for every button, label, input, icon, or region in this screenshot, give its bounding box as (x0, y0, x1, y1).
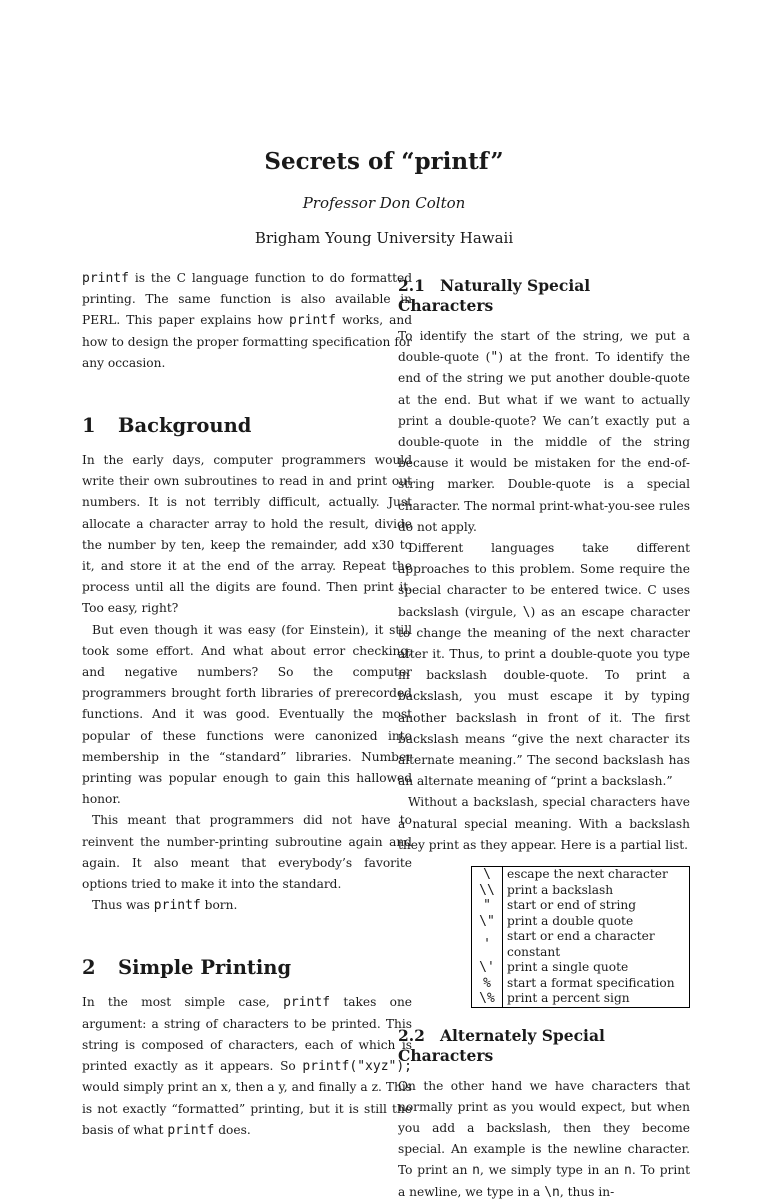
table-row (472, 883, 690, 899)
right-column (398, 268, 690, 1203)
escape-code: % (472, 976, 503, 992)
abstract: printf is the C language function to do formatted printing. The same function is also available in PERL. This paper explains how printf works, and how to design the proper formatting specification for any occasion. (82, 271, 412, 370)
table-row (472, 960, 690, 976)
subsection-heading-naturally-special: 2.1 Naturally Special Characters (398, 276, 591, 315)
escape-code: \' (472, 960, 503, 976)
code-backslash: \ (522, 604, 531, 620)
code-printf: printf (283, 995, 331, 1011)
paragraph: In the most simple case, printf takes one argument: a string of characters to be printed. This string is composed of characters, each of which is printed exactly as it appears. So printf("xyz"); would simply print an x, then a y, and finally a z. This is not exactly “formatted” printing, but it is still the basis of what printf does. (82, 995, 413, 1138)
section-heading-background: 1 Background (82, 414, 252, 438)
code-printf: printf (153, 898, 201, 914)
escape-code: \\ (472, 883, 503, 899)
code-printf: printf (167, 1122, 215, 1138)
code-double-quote: " (490, 350, 499, 366)
code-printf-call: printf("xyz"); (302, 1059, 412, 1075)
paragraph: Thus was printf born. (92, 898, 238, 914)
code-printf: printf (82, 271, 129, 286)
paragraph: To identify the start of the string, we put a double-quote (") at the front. To identify the end of the string we put another double-quote at the end. But what if we want to actually print a double-quote? We can’t exactly put a double-quote in the middle of the string because it would be mistaken for the end-of-string marker. Double-quote is a special character. The normal print-what-you-see rules do not apply. (398, 329, 690, 534)
code-printf: printf (288, 313, 336, 329)
paragraph: In the early days, computer programmers would write their own subroutines to read in and print out numbers. It is not terribly difficult, actually. Just allocate a character array to hold the result, divide the number by ten, keep the remainder, add x30 to it, and store it at the end of the array. Repeat the process until all the digits are found. Then print it. Too easy, right? (82, 453, 412, 616)
table-row (472, 976, 690, 992)
section-heading-simple-printing: 2 Simple Printing (82, 956, 292, 980)
escape-description: start or end of string (503, 898, 690, 914)
paper-title: Secrets of “printf” (264, 148, 504, 175)
code-n: n (472, 1163, 480, 1179)
paragraph: Without a backslash, special characters have a natural special meaning. With a backslash they print as they appear. Here is a partial list. (398, 795, 690, 852)
escape-code: ' (472, 929, 503, 960)
table-row (472, 914, 690, 930)
paragraph: But even though it was easy (for Einstein), it still took some effort. And what about error checking, and negative numbers? So the computer programmers brought forth libraries of prerecorded functions. And it was good. Eventually the most popular of these functions were canonized into membership in the “standard” libraries. Number printing was popular enough to gain this hallowed honor. (82, 622, 412, 807)
escape-description: start or end a character constant (503, 929, 690, 960)
subsection-heading-alternately-special: 2.2 Alternately Special Characters (398, 1025, 605, 1065)
escape-code: " (472, 898, 503, 914)
table-row (472, 929, 690, 960)
code-newline: \n (544, 1184, 560, 1200)
author-name: Professor Don Colton (302, 194, 466, 212)
escape-code: \" (472, 914, 503, 930)
escape-description: print a backslash (503, 883, 690, 899)
escape-description: escape the next character (503, 867, 690, 883)
affiliation: Brigham Young University Hawaii (254, 229, 514, 247)
escape-description: start a format specification (503, 976, 690, 992)
paragraph: This meant that programmers did not have to reinvent the number-printing subroutine again and again. It also meant that everybody’s favorite options tried to make it into the standard. (82, 813, 412, 892)
escape-code: \% (472, 991, 503, 1007)
code-n: n (624, 1163, 632, 1179)
escape-description: print a single quote (503, 960, 690, 976)
escape-description: print a percent sign (503, 991, 690, 1007)
table-row (472, 991, 690, 1007)
escape-code: \ (472, 867, 503, 883)
escape-characters-table (471, 866, 690, 1008)
table-row (472, 867, 690, 883)
escape-description: print a double quote (503, 914, 690, 930)
paragraph: On the other hand we have characters that normally print as you would expect, but when you add a backslash, then they become special. An example is the newline character. To print an n, we simply type in an n. To print a newline, we type in a \n, thus in- (398, 1078, 691, 1200)
table-row (472, 898, 690, 914)
left-column (82, 268, 412, 1141)
paragraph: Different languages take different approaches to this problem. Some require the special character to be entered twice. C uses backslash (virgule, \) as an escape character to change the meaning of the next character after it. Thus, to print a double-quote you type in backslash double-quote. To print a backslash, you must escape it by typing another backslash in front of it. The first backslash means “give the next character its alternate meaning.” The second backslash has an alternate meaning of “print a backslash.” (398, 541, 690, 789)
